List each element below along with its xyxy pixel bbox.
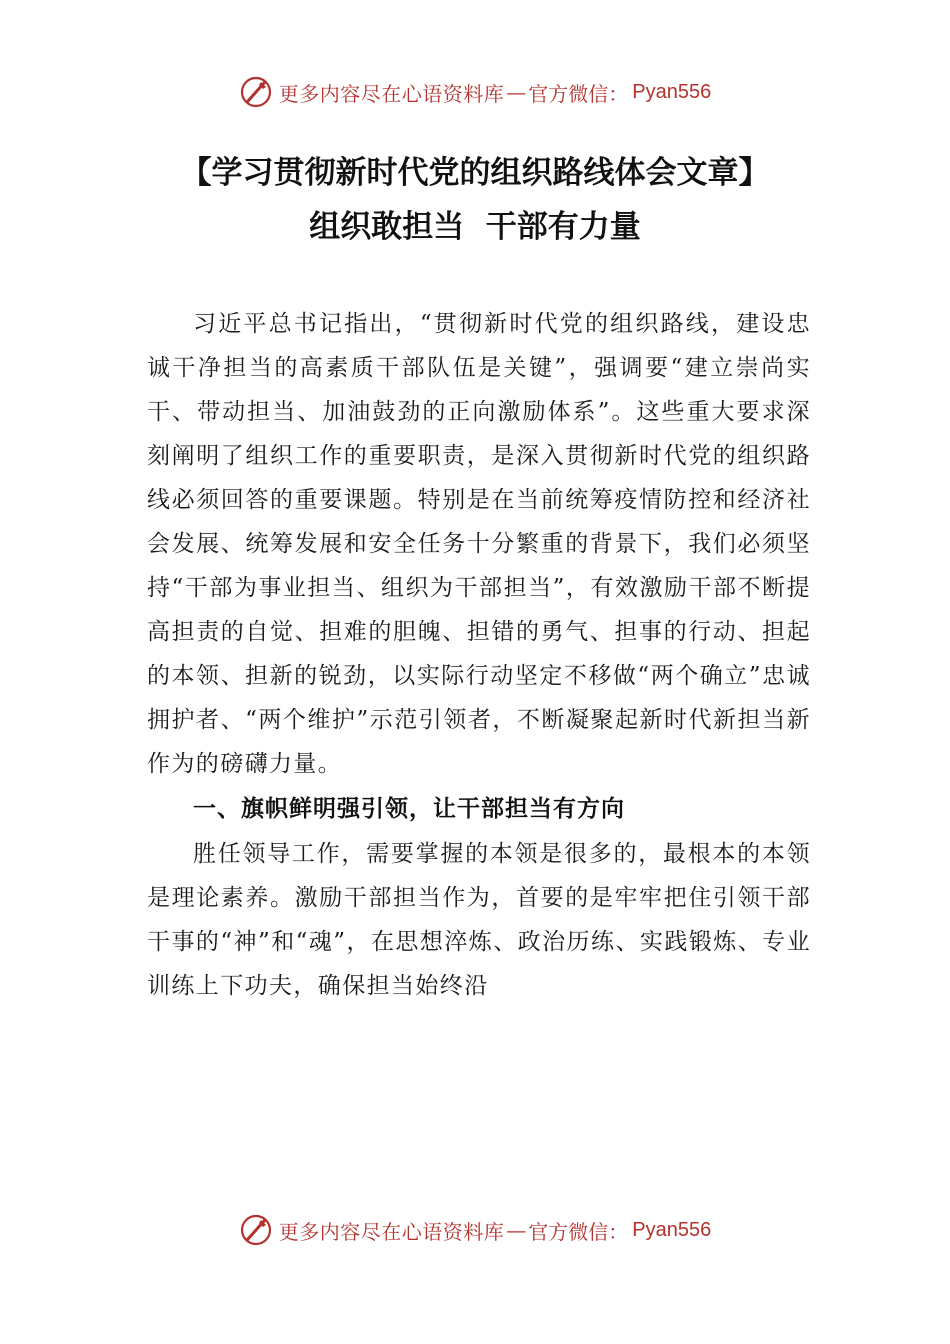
header-banner [0, 72, 950, 112]
title-line-2: 组织敢担当 干部有力量 [309, 209, 641, 245]
footer-banner [0, 1210, 950, 1250]
document-body [147, 302, 811, 1008]
banner-separator: — [506, 80, 527, 104]
banner-separator: — [506, 1218, 527, 1242]
body-paragraph-2: 胜任领导工作，需要掌握的本领是很多的，最根本的本领是理论素养。激励干部担当作为，首要的是牢牢把住引领干部干事的“神”和“魂”，在思想淬炼、政治历练、实践锻炼、专业训练上下功夫，确保担当始终沿 [147, 841, 811, 999]
banner-wechat-id: Pyan556 [632, 1218, 712, 1241]
banner-slogan: 更多内容尽在心语资料库 [278, 81, 505, 106]
body-paragraph-1: 习近平总书记指出，“贯彻新时代党的组织路线，建设忠诚干净担当的高素质干部队伍是关键”，强调要“建立崇尚实干、带动担当、加油鼓劲的正向激励体系”。这些重大要求深刻阐明了组织工作的重要职责，是深入贯彻新时代党的组织路线必须回答的重要课题。特别是在当前统筹疫情防控和经济社会发展、统筹发展和安全任务十分繁重的背景下，我们必须坚持“干部为事业担当、组织为干部担当”，有效激励干部不断提高担责的自觉、担难的胆魄、担错的勇气、担事的行动、担起的本领、担新的锐劲，以实际行动坚定不移做“两个确立”忠诚拥护者、“两个维护”示范引领者，不断凝聚起新时代新担当新作为的磅礴力量。 [147, 311, 811, 777]
section-heading-1: 一、旗帜鲜明强引领，让干部担当有方向 [193, 796, 625, 822]
banner-slogan: 更多内容尽在心语资料库 [278, 1219, 505, 1244]
banner-wechat-label: 官方微信： [528, 81, 629, 106]
banner-wechat-id: Pyan556 [632, 80, 712, 103]
title-line-1: 【学习贯彻新时代党的组织路线体会文章】 [180, 155, 770, 191]
pen-logo-icon [239, 75, 273, 109]
banner-wechat-label: 官方微信： [528, 1219, 629, 1244]
document-title [0, 146, 950, 254]
pen-logo-icon [239, 1213, 273, 1247]
